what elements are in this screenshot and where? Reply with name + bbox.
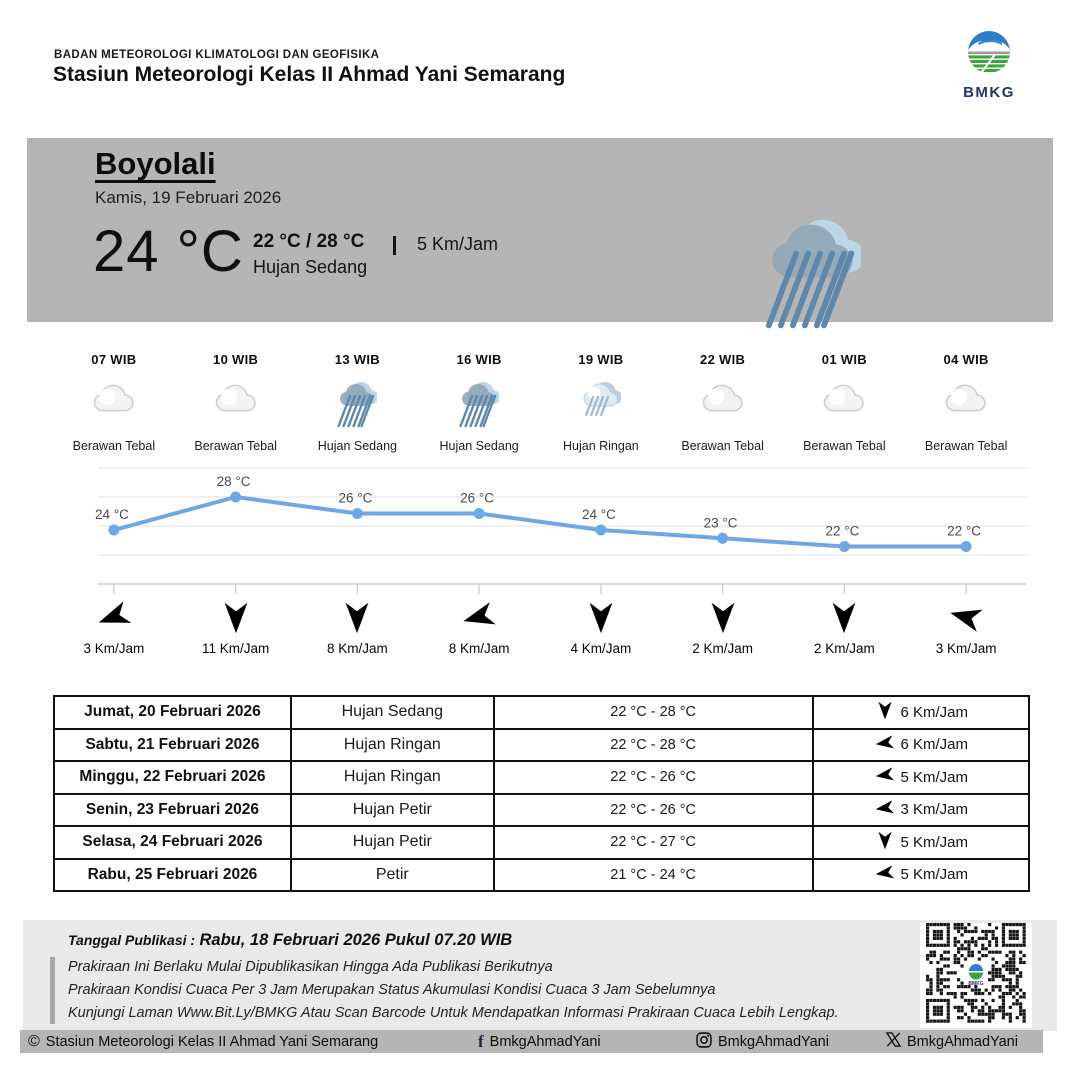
wind-speed-label: 2 Km/Jam [813, 641, 875, 656]
daily-temp-range: 22 °C - 28 °C [494, 696, 813, 729]
facebook-handle: BmkgAhmadYani [489, 1033, 601, 1050]
daily-wind [813, 696, 1029, 729]
current-temperature: 24 °C [93, 219, 244, 284]
hourly-time: 04 WIB [943, 352, 989, 367]
daily-temp-range: 22 °C - 26 °C [494, 794, 813, 827]
daily-wind [813, 761, 1029, 794]
instagram-link[interactable] [696, 1030, 829, 1053]
table-row [54, 859, 1029, 892]
daily-date: Selasa, 24 Februari 2026 [54, 826, 291, 859]
rain-light-icon [540, 375, 662, 437]
daily-date: Jumat, 20 Februari 2026 [54, 696, 291, 729]
daily-wind-speed: 6 Km/Jam [900, 703, 969, 721]
wind-speed-label: 11 Km/Jam [201, 641, 270, 656]
rain-moderate-icon [297, 375, 419, 437]
wind-direction-icon [53, 598, 175, 641]
daily-wind [813, 794, 1029, 827]
copyright [28, 1030, 378, 1053]
wind-direction-icon [874, 829, 896, 855]
rain-cloud-icon [765, 203, 861, 347]
daily-date: Rabu, 25 Februari 2026 [54, 859, 291, 892]
x-handle: BmkgAhmadYani [907, 1033, 1018, 1050]
svg-text:22 °C: 22 °C [947, 523, 982, 539]
cloudy-icon [905, 375, 1027, 437]
hourly-item [297, 352, 419, 453]
facebook-icon: f [478, 1031, 484, 1051]
hourly-time: 10 WIB [213, 352, 259, 367]
current-conditions-banner [27, 138, 1053, 322]
forecast-date: Kamis, 19 Februari 2026 [95, 188, 282, 207]
wind-direction-icon [175, 598, 297, 641]
wind-direction-icon [540, 598, 662, 641]
hourly-item [540, 352, 662, 453]
hourly-forecast-strip [53, 352, 1027, 453]
hourly-time: 13 WIB [334, 352, 380, 367]
hourly-condition: Berawan Tebal [72, 439, 156, 453]
hourly-time: 01 WIB [821, 352, 867, 367]
daily-condition: Hujan Ringan [291, 761, 494, 794]
rain-moderate-icon [418, 375, 540, 437]
hourly-condition: Berawan Tebal [681, 439, 764, 453]
hourly-condition: Berawan Tebal [924, 439, 1008, 453]
wind-speed-label: 2 Km/Jam [692, 641, 753, 656]
svg-text:28 °C: 28 °C [216, 474, 251, 489]
wind-speed-label: 3 Km/Jam [83, 641, 145, 656]
publication-notes [68, 956, 839, 1025]
wind-item [784, 598, 906, 656]
daily-wind [813, 859, 1029, 892]
hourly-wind-strip [53, 598, 1027, 656]
publication-date-line [68, 931, 512, 950]
table-row [54, 696, 1029, 729]
facebook-link[interactable] [478, 1030, 601, 1053]
note-line: Prakiraan Kondisi Cuaca Per 3 Jam Merupakan Status Akumulasi Kondisi Cuaca 3 Jam Sebelumnya [68, 982, 716, 998]
daily-temp-range: 22 °C - 28 °C [494, 729, 813, 762]
x-icon [886, 1032, 901, 1051]
wind-direction-icon [874, 862, 896, 888]
wind-direction-icon [905, 598, 1027, 641]
bmkg-logo [958, 28, 1020, 101]
svg-text:26 °C: 26 °C [338, 490, 373, 506]
daily-condition: Hujan Sedang [291, 696, 494, 729]
wind-item [53, 598, 175, 656]
wind-direction-icon [874, 732, 896, 758]
wind-speed-label: 8 Km/Jam [448, 641, 510, 656]
hourly-item [784, 352, 906, 453]
wind-direction-icon [297, 598, 419, 641]
daily-wind-speed: 5 Km/Jam [900, 833, 969, 851]
table-row [54, 826, 1029, 859]
daily-wind [813, 729, 1029, 762]
table-row [54, 794, 1029, 827]
hourly-time: 19 WIB [578, 352, 624, 367]
current-condition: Hujan Sedang [253, 257, 368, 277]
hourly-item [53, 352, 175, 453]
daily-wind-speed: 5 Km/Jam [900, 866, 969, 884]
bmkg-logo-icon [964, 65, 1014, 82]
cloudy-icon [784, 375, 906, 437]
copyright-text: Stasiun Meteorologi Kelas II Ahmad Yani Semarang [45, 1033, 379, 1050]
daily-condition: Hujan Petir [291, 826, 494, 859]
bottom-bar [20, 1030, 1043, 1053]
divider [393, 236, 396, 255]
daily-temp-range: 22 °C - 26 °C [494, 761, 813, 794]
note-line: Prakiraan Ini Berlaku Mulai Dipublikasikan Hingga Ada Publikasi Berikutnya [68, 959, 553, 975]
daily-temp-range: 22 °C - 27 °C [494, 826, 813, 859]
wind-item [297, 598, 419, 656]
notes-accent-bar [50, 957, 55, 1024]
x-link[interactable] [886, 1030, 1018, 1053]
wind-speed-label: 4 Km/Jam [570, 641, 632, 656]
wind-speed-label: 3 Km/Jam [935, 641, 997, 656]
cloudy-icon [53, 375, 175, 437]
daily-condition: Petir [291, 859, 494, 892]
hourly-time: 22 WIB [700, 352, 746, 367]
hourly-time: 16 WIB [456, 352, 502, 367]
wind-direction-icon [662, 598, 784, 641]
temperature-line-chart [53, 458, 1027, 603]
wind-item [662, 598, 784, 656]
svg-text:23 °C: 23 °C [703, 515, 738, 531]
daily-wind [813, 826, 1029, 859]
daily-forecast-table [53, 695, 1030, 892]
current-wind-speed: 5 Km/Jam [417, 234, 499, 254]
wind-item [540, 598, 662, 656]
publication-box [23, 920, 1057, 1031]
hourly-item [662, 352, 784, 453]
publication-label: Tanggal Publikasi : [68, 932, 196, 948]
cloudy-icon [662, 375, 784, 437]
svg-text:24 °C: 24 °C [581, 507, 616, 522]
note-line: Kunjungi Laman Www.Bit.Ly/BMKG Atau Scan Barcode Untuk Mendapatkan Informasi Prakiraan Cuaca Lebih Lengkap. [68, 1005, 839, 1021]
daily-date: Senin, 23 Februari 2026 [54, 794, 291, 827]
hourly-condition: Hujan Ringan [563, 439, 639, 453]
daily-condition: Hujan Petir [291, 794, 494, 827]
svg-text:26 °C: 26 °C [460, 490, 495, 506]
daily-temp-range: 21 °C - 24 °C [494, 859, 813, 892]
daily-date: Minggu, 22 Februari 2026 [54, 761, 291, 794]
cloudy-icon [175, 375, 297, 437]
hourly-item [905, 352, 1027, 453]
wind-item [175, 598, 297, 656]
wind-direction-icon [874, 797, 896, 823]
station-title: Stasiun Meteorologi Kelas II Ahmad Yani Semarang [53, 63, 566, 86]
wind-item [418, 598, 540, 656]
qr-code [920, 923, 1032, 1028]
svg-text:24 °C: 24 °C [94, 507, 129, 522]
daily-date: Sabtu, 21 Februari 2026 [54, 729, 291, 762]
hourly-condition: Hujan Sedang [317, 439, 397, 453]
hourly-time: 07 WIB [91, 352, 137, 367]
copyright-icon: © [28, 1032, 40, 1050]
wind-direction-icon [874, 699, 896, 725]
hourly-condition: Berawan Tebal [803, 439, 886, 453]
svg-text:22 °C: 22 °C [825, 523, 860, 539]
daily-wind-speed: 6 Km/Jam [900, 736, 969, 754]
wind-direction-icon [418, 598, 540, 641]
instagram-handle: BmkgAhmadYani [718, 1033, 829, 1050]
daily-condition: Hujan Ringan [291, 729, 494, 762]
wind-item [905, 598, 1027, 656]
publication-value: Rabu, 18 Februari 2026 Pukul 07.20 WIB [199, 931, 513, 949]
agency-name: BADAN METEOROLOGI KLIMATOLOGI DAN GEOFISIKA [54, 49, 380, 61]
daily-wind-speed: 3 Km/Jam [900, 801, 969, 819]
table-row [54, 729, 1029, 762]
bmkg-logo-text: BMKG [963, 84, 1015, 101]
daily-wind-speed: 5 Km/Jam [900, 768, 969, 786]
svg-text:BMKG: BMKG [968, 981, 984, 987]
city-name: Boyolali [95, 146, 216, 181]
hourly-item [418, 352, 540, 453]
instagram-icon [696, 1032, 712, 1052]
wind-direction-icon [784, 598, 906, 641]
hourly-condition: Berawan Tebal [194, 439, 277, 453]
hourly-item [175, 352, 297, 453]
hourly-condition: Hujan Sedang [439, 439, 519, 453]
table-row [54, 761, 1029, 794]
temperature-range: 22 °C / 28 °C [253, 231, 365, 252]
wind-direction-icon [874, 764, 896, 790]
wind-speed-label: 8 Km/Jam [326, 641, 388, 656]
